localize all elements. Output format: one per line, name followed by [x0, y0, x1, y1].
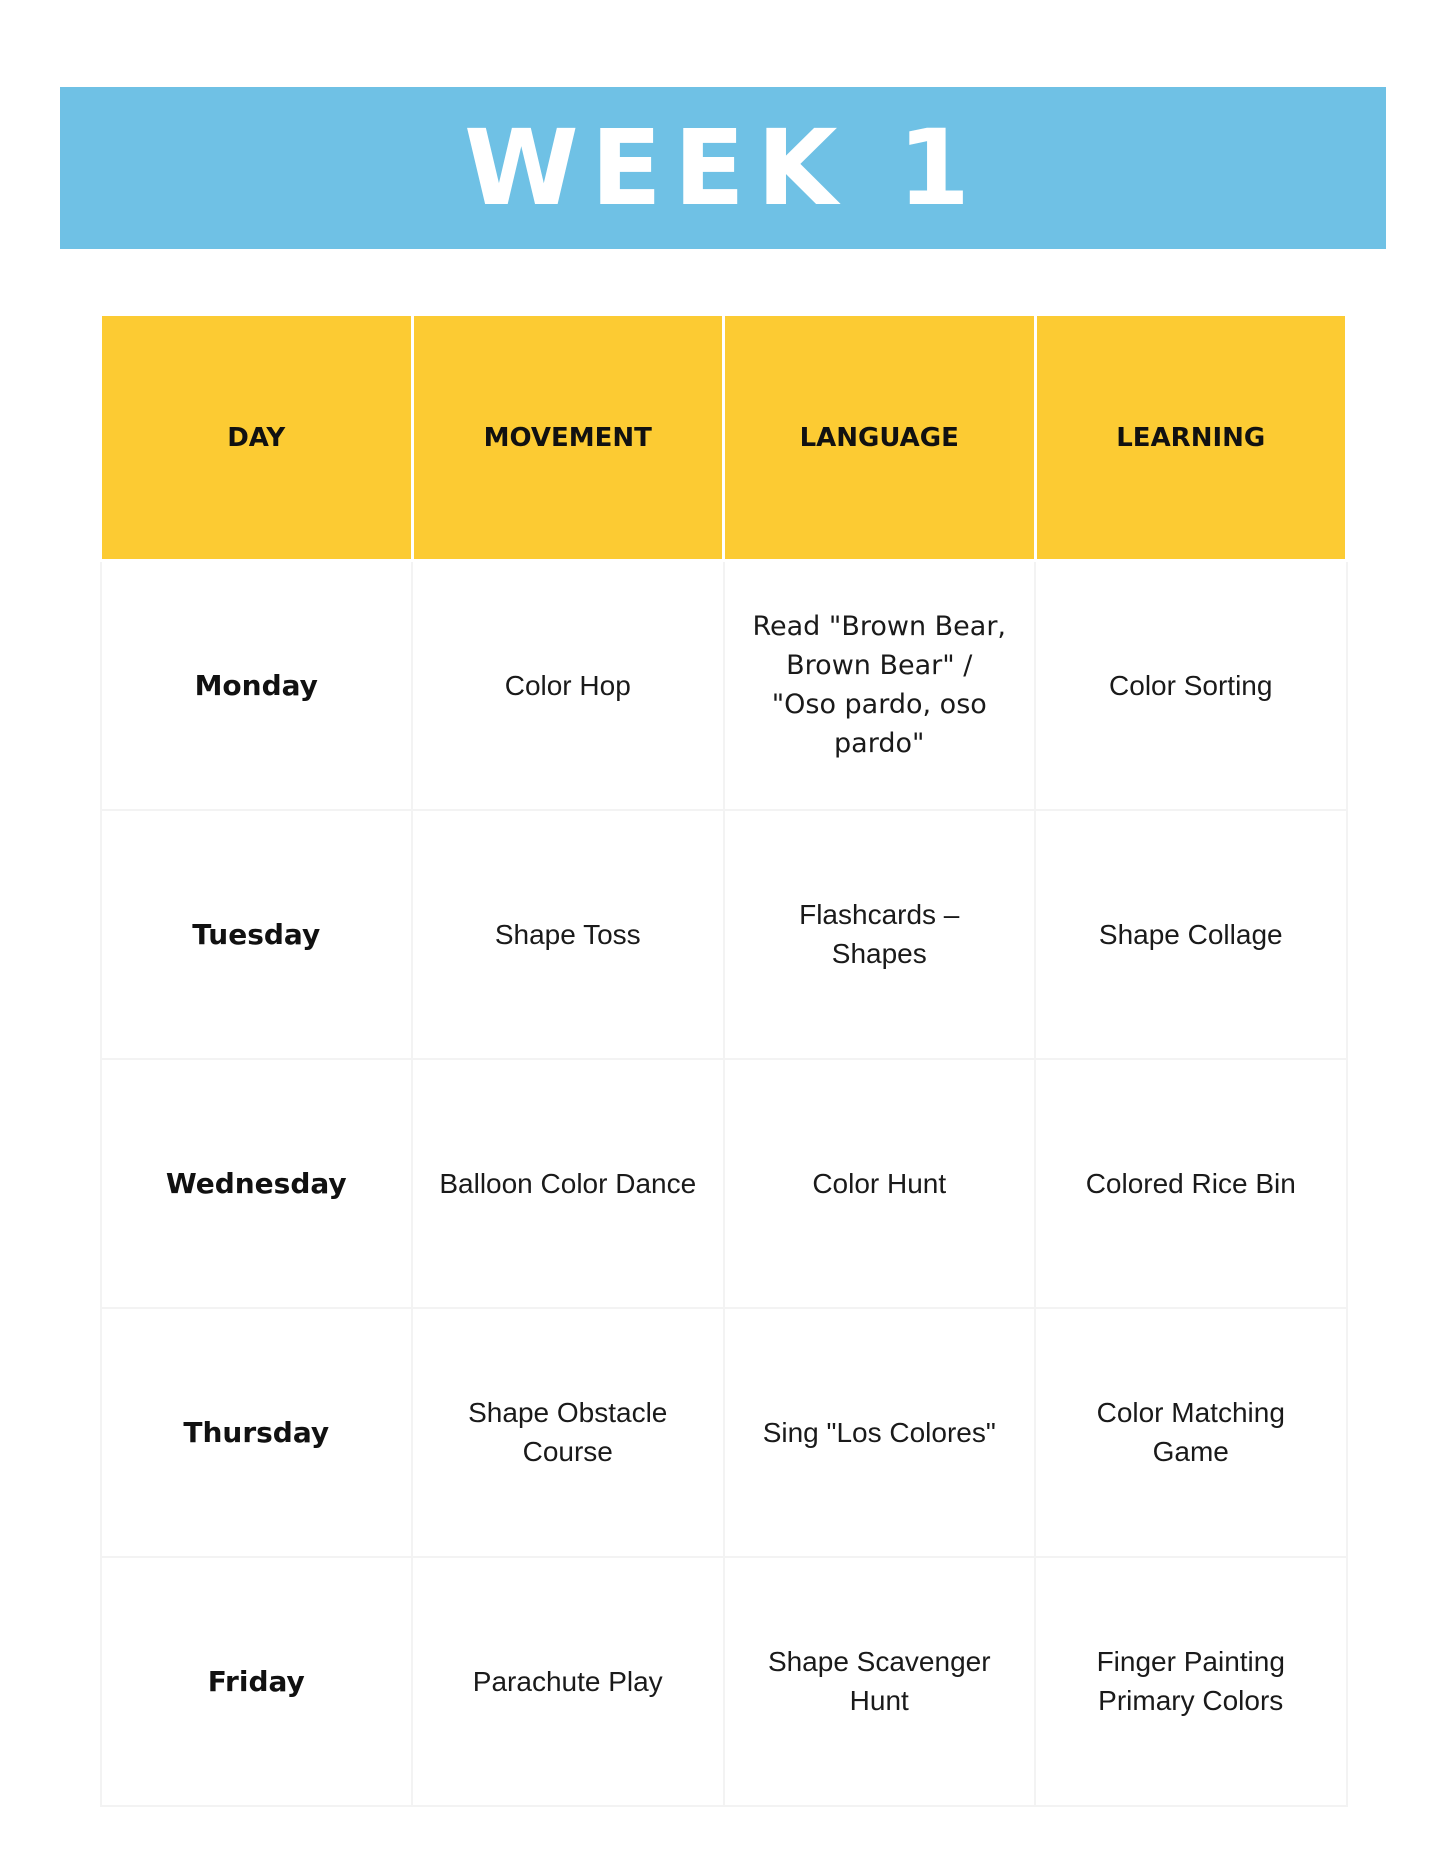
- learning-cell: Color Matching Game: [1035, 1308, 1347, 1557]
- learning-cell: Shape Collage: [1035, 810, 1347, 1059]
- table-row: [101, 1308, 1347, 1557]
- header-language: LANGUAGE: [724, 315, 1036, 561]
- language-cell: Flashcards – Shapes: [724, 810, 1036, 1059]
- language-cell: Color Hunt: [724, 1059, 1036, 1308]
- movement-cell: Parachute Play: [412, 1557, 724, 1806]
- movement-cell: Color Hop: [412, 561, 724, 810]
- language-cell: Read "Brown Bear, Brown Bear" / "Oso pardo, oso pardo": [724, 561, 1036, 810]
- table-row: [101, 1059, 1347, 1308]
- table-header-row: [101, 315, 1347, 561]
- table-row: [101, 561, 1347, 810]
- weekly-schedule-table: [99, 313, 1348, 1807]
- language-cell: Sing "Los Colores": [724, 1308, 1036, 1557]
- learning-cell: Colored Rice Bin: [1035, 1059, 1347, 1308]
- header-movement: MOVEMENT: [412, 315, 724, 561]
- day-cell: Wednesday: [101, 1059, 413, 1308]
- day-cell: Thursday: [101, 1308, 413, 1557]
- day-cell: Monday: [101, 561, 413, 810]
- table-row: [101, 1557, 1347, 1806]
- movement-cell: Shape Obstacle Course: [412, 1308, 724, 1557]
- page-title: WEEK 1: [464, 107, 982, 229]
- day-cell: Tuesday: [101, 810, 413, 1059]
- header-day: DAY: [101, 315, 413, 561]
- header-learning: LEARNING: [1035, 315, 1347, 561]
- learning-cell: Color Sorting: [1035, 561, 1347, 810]
- movement-cell: Balloon Color Dance: [412, 1059, 724, 1308]
- table-row: [101, 810, 1347, 1059]
- language-cell: Shape Scavenger Hunt: [724, 1557, 1036, 1806]
- movement-cell: Shape Toss: [412, 810, 724, 1059]
- week-banner: [60, 87, 1386, 249]
- day-cell: Friday: [101, 1557, 413, 1806]
- learning-cell: Finger Painting Primary Colors: [1035, 1557, 1347, 1806]
